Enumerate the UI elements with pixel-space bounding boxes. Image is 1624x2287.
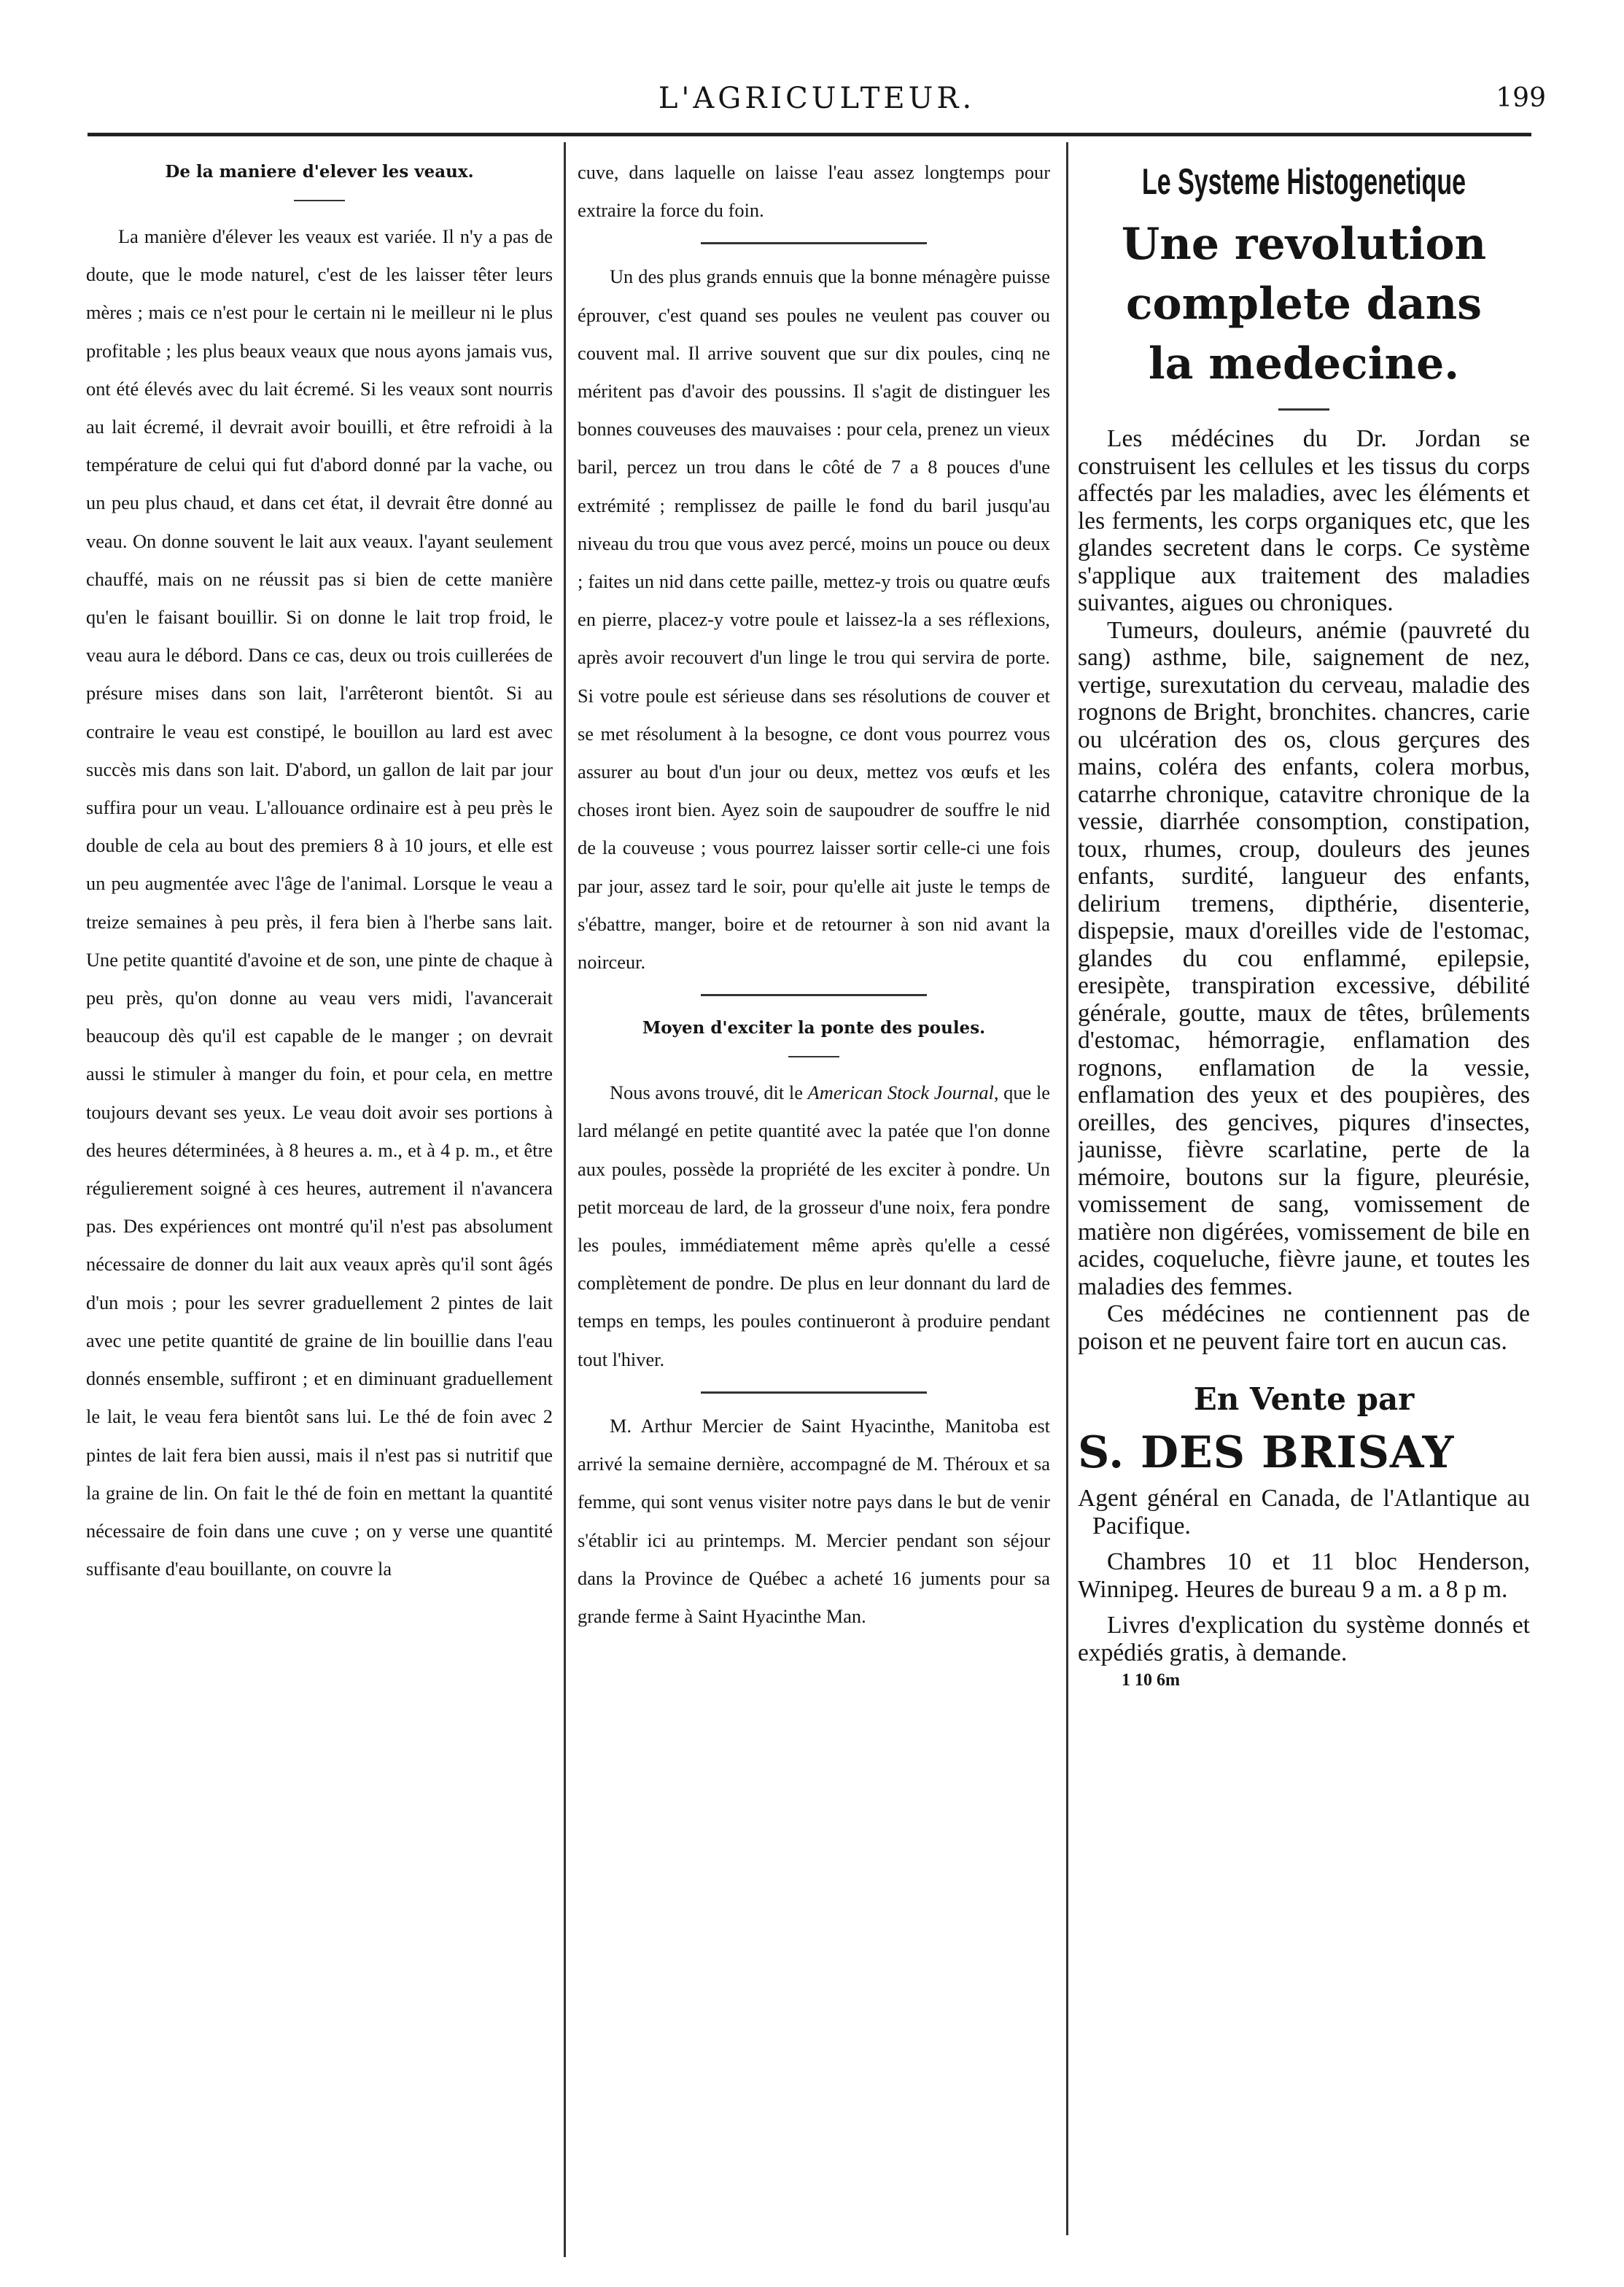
- ad-headline-line: Une revolution: [1121, 219, 1487, 270]
- article-paragraph: Un des plus grands ennuis que la bonne ménagère puisse éprouver, c'est quand ses poules ne veulent pas couver ou couvent mal. Il arrive souvent que sur dix poules, cinq ne méritent pas d'avoir des poussins. Il s'agit de distinguer les bonnes couveuses des mauvaises : pour cela, prenez un vieux baril, percez un trou dans le côté de 7 a 8 pouces d'une extrémité ; remplissez de paille le fond du baril jusqu'au niveau du trou que vous avez percé, moins un pouce ou deux ; faites un nid dans cette paille, mettez-y trois ou quatre œufs en pierre, placez-y votre poule et laissez-la a ses réflexions, après avoir recouvert d'un linge le trou qui servira de porte. Si votre poule est sérieuse dans ses résolutions de couver et se met résolument à la besogne, ce dont vous pourrez vous assurer au bout d'un jour ou deux, mettez vos œufs et les choses iront bien. Ayez soin de saupoudrer de souffre le nid de la couveuse ; vous pourrez laisser sortir celle-ci une fois par jour, assez tard le soir, pour qu'elle ait juste le temps de s'ébattre, manger, boire et de retourner à son nid avant la noirceur.: [578, 265, 1050, 974]
- ad-title: Le Systeme Histogenetique: [1141, 161, 1466, 202]
- article-heading: De la maniere d'elever les veaux.: [165, 162, 474, 182]
- header-rule: [88, 133, 1531, 136]
- article-heading: Moyen d'exciter la ponte des poules.: [642, 1018, 986, 1038]
- running-title: L'AGRICULTEUR.: [658, 82, 976, 115]
- agent-role: Agent général en Canada, de l'Atlantique au Pacifique.: [1078, 1485, 1530, 1539]
- agent-address: Chambres 10 et 11 bloc Henderson, Winnipeg. Heures de bureau 9 a m. a 8 p m.: [1078, 1548, 1530, 1603]
- article-paragraph: La manière d'élever les veaux est variée. Il n'y a pas de doute, que le mode naturel, c'est de les laisser têter leurs mères ; mais ce n'est pour le certain ni le meilleur ni le plus profitable ; les plus beaux veaux que nous ayons jamais vus, ont été élevés avec du lait écremé. Si les veaux sont nourris au lait écremé, il devrait avoir bouilli, et être refroidi à la température de celui qui fut d'abord donné par la vache, ou un peu plus chaud, et dans cet état, il devrait être donné au veau. On donne souvent le lait aux veaux. l'ayant seulement chauffé, mais on ne réussit pas si bien de cette manière qu'en le faisant bouillir. Si on donne le lait trop froid, le veau aura le débord. Dans ce cas, deux ou trois cuillerées de présure mises dans son lait, l'arrêteront bientôt. Si au contraire le veau est constipé, le bouillon au lard est avec succès mis dans son lait. D'abord, un gallon de lait par jour suffira pour un veau. L'allouance ordinaire est à peu près le double de cela au bout des premiers 8 à 10 jours, et elle est un peu augmentée avec l'âge de l'animal. Lorsque le veau a treize semaines à peu près, il fera bien à l'herbe sans lait. Une petite quantité d'avoine et de son, une pinte de chaque à peu près, qu'on donne au veau vers midi, l'avancerait beaucoup dès qu'il est capable de le manger ; on devrait aussi le stimuler à manger du foin, et pour cela, en mettre toujours devant ses yeux. Le veau doit avoir ses portions à des heures déterminées, à 8 heures a. m., et à 4 p. m., et être régulierement soigné à ces heures, autrement il n'avancera pas. Des expériences ont montré qu'il n'est pas absolument nécessaire de donner du lait aux veaux après qu'il sont âgés d'un mois ; pour les sevrer graduellement 2 pintes de lait avec une petite quantité de graine de lin bouillie dans l'eau donnés ensemble, suffiront ; et en diminuant graduellement le lait, le veau fera bientôt sans lui. Le thé de foin avec 2 pintes de lait fera bien aussi, mais il n'est pas si nutritif que la graine de lin. On fait le thé de foin en mettant la quantité nécessaire de foin dans une cuve ; on y verse une quantité suffisante d'eau bouillante, on couvre la: [86, 225, 553, 1580]
- advertisement: [1078, 153, 1530, 2239]
- section-rule: [701, 242, 927, 244]
- ad-offer: Livres d'explication du système donnés et expédiés gratis, à demande.: [1078, 1612, 1530, 1666]
- page-header: [88, 79, 1546, 123]
- paragraph-text: Nous avons trouvé, dit le: [610, 1082, 808, 1104]
- ad-paragraph: Les médécines du Dr. Jordan se construisent les cellules et les tissus du corps affectés par les maladies, avec les éléments et les ferments, les corps organiques etc, que les glandes secretent dans le corps. Ce système s'applique aux traitement des maladies suivantes, aigues ou chroniques.: [1078, 425, 1530, 616]
- ad-paragraph: Ces médécines ne contiennent pas de poison et ne peuvent faire tort en aucun cas.: [1078, 1300, 1530, 1355]
- heading-rule: [788, 1056, 839, 1057]
- ad-code: 1 10 6m: [1122, 1671, 1180, 1690]
- section-rule: [701, 994, 927, 996]
- ad-headline-line: la medecine.: [1148, 338, 1460, 389]
- ad-rule: [1278, 408, 1329, 411]
- column-2: [578, 153, 1050, 2239]
- article-continuation: cuve, dans laquelle on laisse l'eau assez longtemps pour extraire la force du foin.: [578, 161, 1050, 222]
- agent-name: S. DES BRISAY: [1078, 1427, 1455, 1478]
- ad-headline: [1078, 214, 1530, 394]
- sale-label: En Vente par: [1193, 1381, 1415, 1417]
- article-paragraph: M. Arthur Mercier de Saint Hyacinthe, Manitoba est arrivé la semaine dernière, accompagné de M. Théroux et sa femme, qui sont venus visiter notre pays dans le but de venir s'établir ici au printemps. M. Mercier pendant son séjour dans la Province de Québec a acheté 16 juments pour sa grande ferme à Saint Hyacinthe Man.: [578, 1414, 1050, 1627]
- ad-paragraph: Tumeurs, douleurs, anémie (pauvreté du sang) asthme, bile, saignement de nez, vertige, surexutation du cerveau, maladie des rognons de Bright, bronchites. chancres, carie ou ulcération des os, clous gerçures des mains, coléra des enfants, colera morbus, catarrhe chronique, catavitre chronique de la vessie, diarrhée consomption, constipation, toux, rhumes, croup, douleurs des jeunes enfants, surdité, langueur des enfants, delirium tremens, dipthérie, disenterie, dispepsie, maux d'oreilles vide de l'estomac, glandes du cou enflammé, epilepsie, eresipète, transpiration excessive, débilité générale, goutte, maux de têtes, brûlements d'estomac, hémorragie, enflamation des rognons, enflamation de la vessie, enflamation des yeux et des poupières, des oreilles, des gencives, piqures d'insectes, jaunisse, fièvre scarlatine, perte de la mémoire, boutons sur la figure, pleurésie, vomissement de sang, vomissement de matière non digérées, vomissement de bile en acides, coqueluche, fièvre jaune, et toutes les maladies des femmes.: [1078, 616, 1530, 1300]
- source-title: American Stock Journal: [807, 1082, 994, 1104]
- column-1: [86, 153, 553, 2253]
- heading-rule: [294, 200, 345, 201]
- ad-contact: [1078, 1485, 1530, 1666]
- column-separator: [1066, 142, 1068, 2235]
- ad-headline-line: complete dans: [1126, 279, 1482, 330]
- article-paragraph: [578, 1073, 1050, 1378]
- page-number: 199: [1496, 83, 1546, 113]
- column-separator: [564, 142, 566, 2257]
- paragraph-text: , que le lard mélangé en petite quantité avec la patée que l'on donne aux poules, possède la propriété de les exciter à pondre. Un petit morceau de lard, de la grosseur d'une noix, fera pondre les poules, immédiatement même après qu'elle a cessé complètement de pondre. De plus en leur donnant du lard de temps en temps, les poules continueront à produire pendant tout l'hiver.: [578, 1082, 1050, 1370]
- section-rule: [701, 1391, 927, 1394]
- ad-body: [1078, 425, 1530, 1355]
